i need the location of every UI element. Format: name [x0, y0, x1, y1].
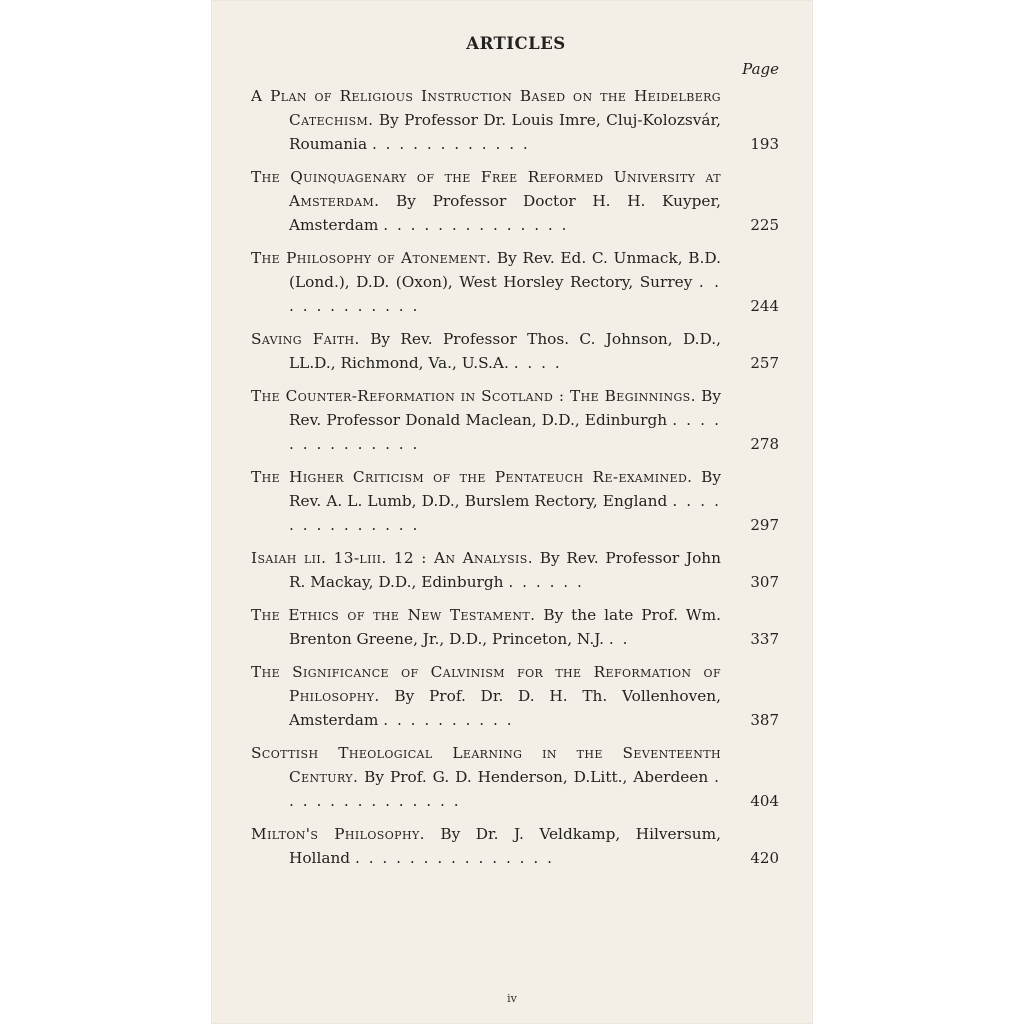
article-title: The Significance of Calvinism for the Reformation of Philosophy.	[251, 663, 721, 705]
page-number: 387	[750, 711, 779, 729]
document-page	[211, 0, 813, 1024]
dot-leaders: . . . . . . . . . . . . . .	[289, 768, 721, 810]
page-heading: ARTICLES	[466, 34, 566, 53]
page-number: 193	[750, 135, 779, 153]
list-item	[251, 546, 781, 594]
article-byline: By Rev. Professor Donald Maclean, D.D., Edinburgh	[289, 387, 721, 429]
list-item	[251, 246, 781, 318]
dot-leaders: . . . . . . . . . . . . . .	[289, 492, 721, 534]
article-title: The Counter-Reformation in Scotland : The Beginnings.	[251, 387, 696, 405]
list-item	[251, 603, 781, 651]
article-byline: By the late Prof. Wm. Brenton Greene, Jr., D.D., Princeton, N.J.	[289, 606, 721, 648]
dot-leaders: . . . . . . . . . . . .	[289, 273, 721, 315]
page-number: 404	[750, 792, 779, 810]
article-byline: By Rev. Ed. C. Unmack, B.D. (Lond.), D.D. (Oxon), West Horsley Rectory, Surrey	[289, 249, 721, 291]
entry-text	[251, 84, 721, 156]
entry-text	[251, 822, 721, 870]
article-title: Milton's Philosophy.	[251, 825, 425, 843]
folio-page-number: iv	[507, 992, 517, 1005]
dot-leaders: . . . . . . . . . .	[383, 711, 514, 729]
article-title: Saving Faith.	[251, 330, 360, 348]
list-item	[251, 327, 781, 375]
page-number: 244	[750, 297, 779, 315]
entry-text	[251, 741, 721, 813]
article-byline: By Prof. G. D. Henderson, D.Litt., Aberdeen	[364, 768, 709, 786]
article-title: The Ethics of the New Testament.	[251, 606, 536, 624]
entry-text	[251, 660, 721, 732]
dot-leaders: . .	[608, 630, 630, 648]
entry-text	[251, 327, 721, 375]
entry-text	[251, 165, 721, 237]
entry-text	[251, 546, 721, 594]
article-byline: By Professor Dr. Louis Imre, Cluj-Kolozsvár, Roumania	[289, 111, 721, 153]
page-number: 297	[750, 516, 779, 534]
article-title: The Philosophy of Atonement.	[251, 249, 492, 267]
page-number: 257	[750, 354, 779, 372]
article-title: A Plan of Religious Instruction Based on the Heidelberg Catechism.	[251, 87, 721, 129]
article-byline: By Professor Doctor H. H. Kuyper, Amsterdam	[289, 192, 721, 234]
page-number: 420	[750, 849, 779, 867]
list-item	[251, 384, 781, 456]
articles-list	[251, 84, 781, 870]
article-title: Isaiah lii. 13-liii. 12 : An Analysis.	[251, 549, 533, 567]
dot-leaders: . . . .	[513, 354, 562, 372]
dot-leaders: . . . . . . . . . . . .	[371, 135, 530, 153]
list-item	[251, 84, 781, 156]
entry-text	[251, 384, 721, 456]
article-title: Scottish Theological Learning in the Seventeenth Century.	[251, 744, 721, 786]
article-byline: By Rev. A. L. Lumb, D.D., Burslem Rectory, England	[289, 468, 721, 510]
entry-text	[251, 246, 721, 318]
article-title: The Quinquagenary of the Free Reformed University at Amsterdam.	[251, 168, 721, 210]
entry-text	[251, 465, 721, 537]
dot-leaders: . . . . . . . . . . . . . .	[383, 216, 569, 234]
dot-leaders: . . . . . . . . . . . . . . .	[354, 849, 554, 867]
page-number: 307	[750, 573, 779, 591]
page-number: 278	[750, 435, 779, 453]
article-byline: By Rev. Professor John R. Mackay, D.D., Edinburgh	[289, 549, 721, 591]
dot-leaders: . . . . . . . . . . . . . .	[289, 411, 721, 453]
article-byline: By Rev. Professor Thos. C. Johnson, D.D., LL.D., Richmond, Va., U.S.A.	[289, 330, 721, 372]
dot-leaders: . . . . . .	[508, 573, 584, 591]
list-item	[251, 822, 781, 870]
list-item	[251, 465, 781, 537]
page-column-label: Page	[742, 60, 779, 78]
list-item	[251, 165, 781, 237]
list-item	[251, 741, 781, 813]
contents-block	[251, 30, 781, 879]
page-number: 337	[750, 630, 779, 648]
entry-text	[251, 603, 721, 651]
article-title: The Higher Criticism of the Pentateuch Re-examined.	[251, 468, 693, 486]
page-number: 225	[750, 216, 779, 234]
article-byline: By Dr. J. Veldkamp, Hilversum, Holland	[289, 825, 721, 867]
article-byline: By Prof. Dr. D. H. Th. Vollenhoven, Amsterdam	[289, 687, 721, 729]
list-item	[251, 660, 781, 732]
